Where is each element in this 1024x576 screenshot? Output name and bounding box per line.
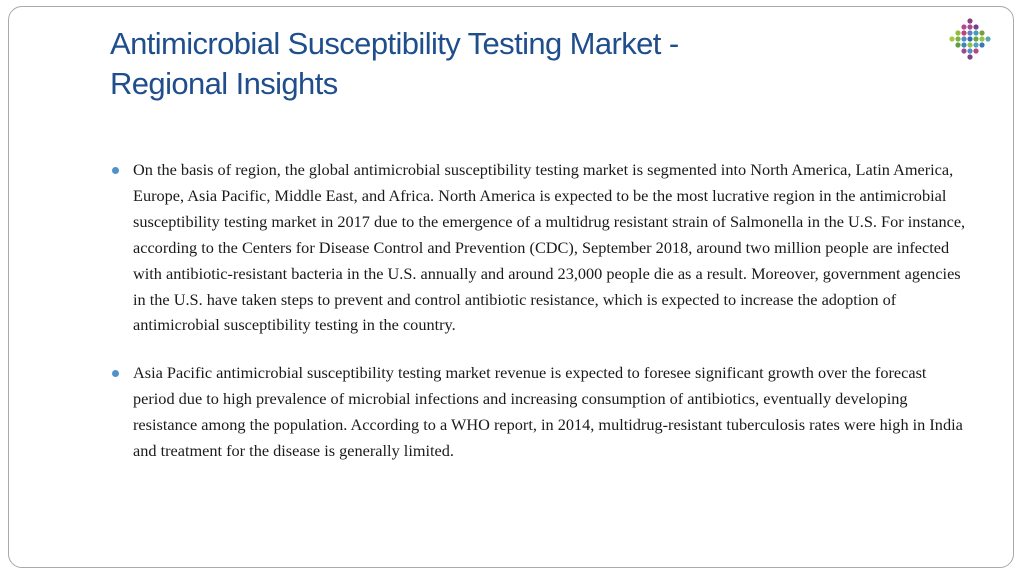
title-line-1: Antimicrobial Susceptibility Testing Market - [110,26,679,61]
bullet-list [112,157,967,464]
bullet-dot-icon [112,370,119,377]
diamond-dot-logo-icon [944,16,996,66]
bullet-text: On the basis of region, the global antimicrobial susceptibility testing market is segmented into North America, Latin America, Europe, Asia Pacific, Middle East, and Africa. North America is expected to be the most lucrative region in the antimicrobial susceptibility testing market in 2017 due to the emergence of a multidrug resistant strain of Salmonella in the U.S. For instance, according to the Centers for Disease Control and Prevention (CDC), September 2018, around two million people are infected with antibiotic-resistant bacteria in the U.S. annually and around 23,000 people die as a result. Moreover, government agencies in the U.S. have taken steps to prevent and control antibiotic resistance, which is expected to increase the adoption of antimicrobial susceptibility testing in the country. [133,160,966,335]
title-line-2: Regional Insights [110,66,338,101]
bullet-text: Asia Pacific antimicrobial susceptibility testing market revenue is expected to foresee significant growth over the forecast period due to high prevalence of microbial infections and increasing consumption of antibiotics, eventually developing resistance among the population. According to a WHO report, in 2014, multidrug-resistant tuberculosis rates were high in India and treatment for the disease is generally limited. [133,363,963,461]
bullet-item [112,360,967,464]
slide-title [110,24,910,104]
bullet-dot-icon [112,167,119,174]
bullet-item [112,157,967,338]
